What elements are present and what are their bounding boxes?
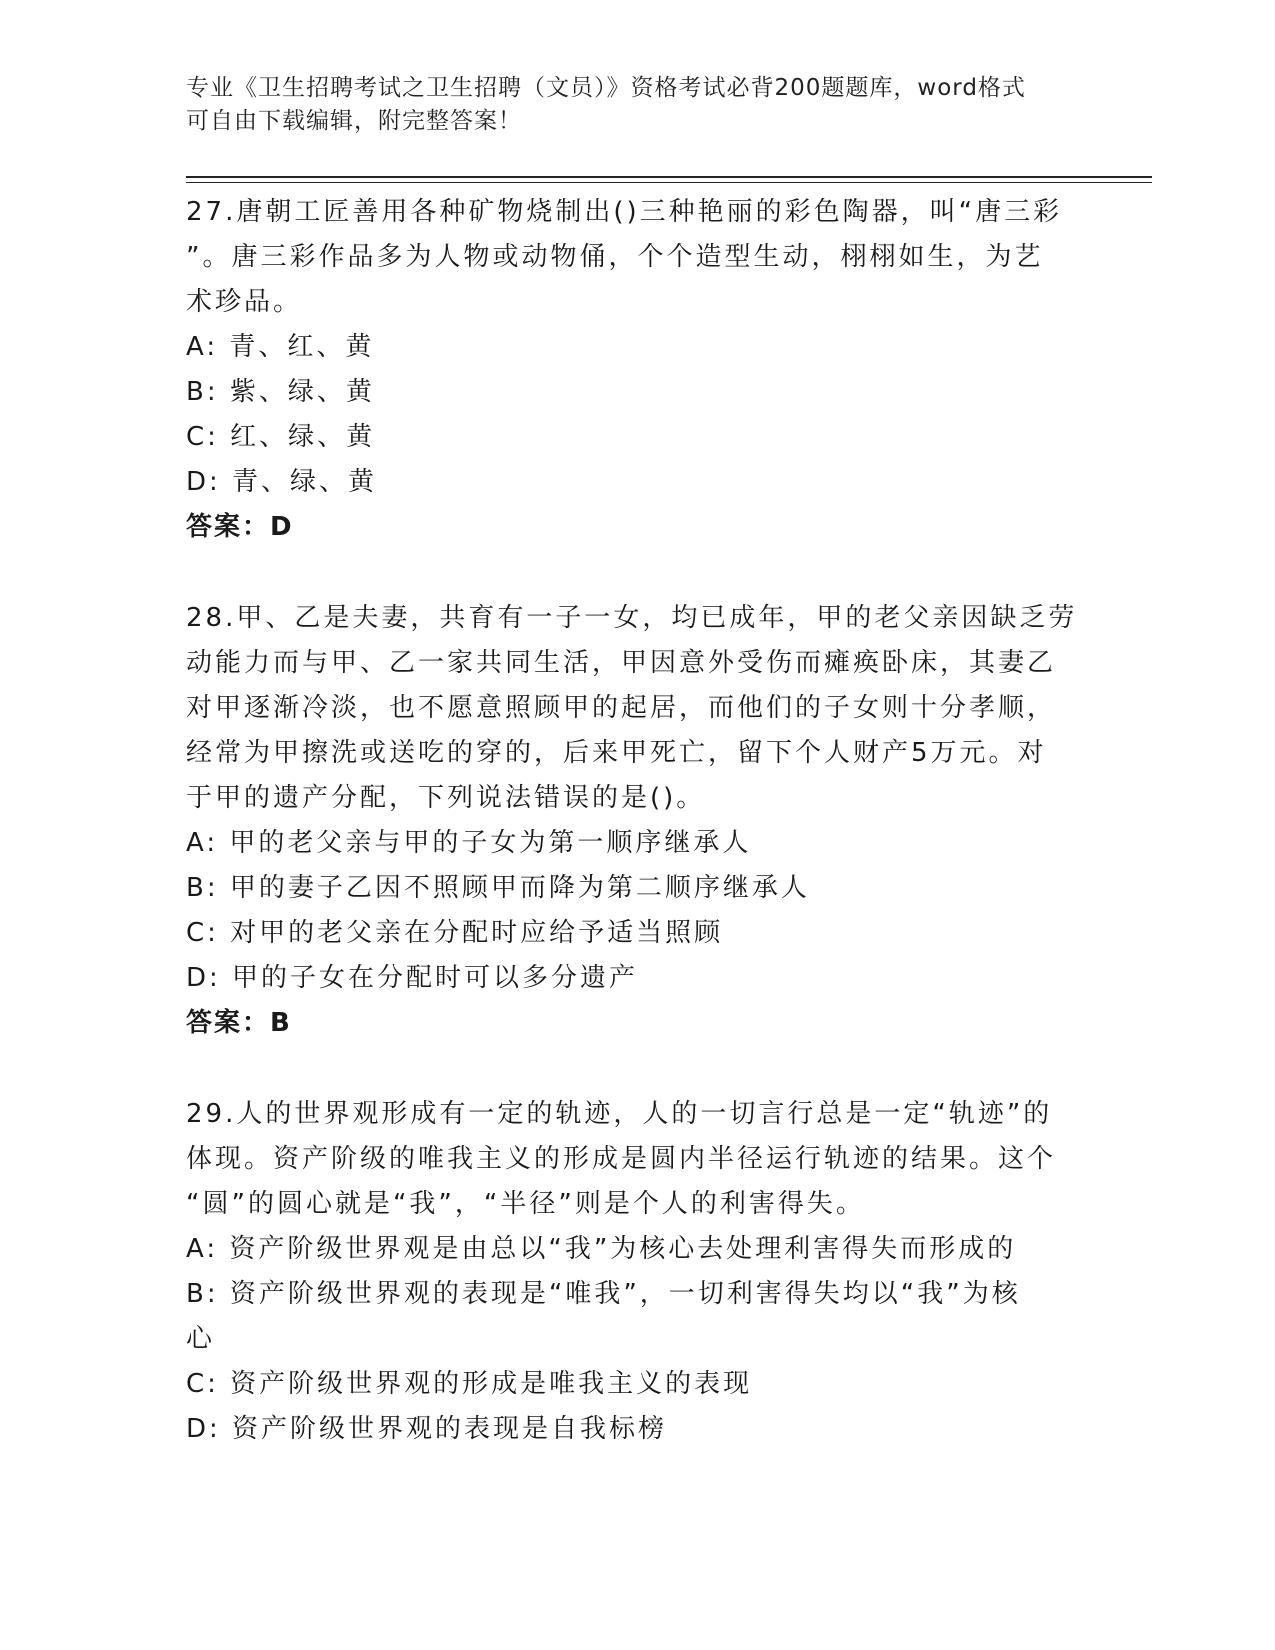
option-c: C: 对甲的老父亲在分配时应给予适当照顾: [186, 918, 724, 948]
option-b: B: 资产阶级世界观的表现是“唯我”，一切利害得失均以“我”为核: [186, 1279, 1021, 1309]
question-spacer: [186, 550, 1086, 596]
stem-line: ”。唐三彩作品多为人物或动物俑，个个造型生动，栩栩如生，为艺: [186, 242, 1044, 272]
option-b: B: 紫、绿、黄: [186, 377, 375, 407]
option-a: A: 青、红、黄: [186, 332, 375, 362]
option-d: D: 青、绿、黄: [186, 467, 378, 497]
option-a: A: 甲的老父亲与甲的子女为第一顺序继承人: [186, 828, 752, 858]
option-d: D: 资产阶级世界观的表现是自我标榜: [186, 1414, 668, 1444]
question-stem: [186, 190, 1086, 325]
option-b-continued: 心: [186, 1324, 216, 1354]
stem-line: 27.唐朝工匠善用各种矿物烧制出()三种艳丽的彩色陶器，叫“唐三彩: [186, 197, 1063, 227]
option-c: C: 红、绿、黄: [186, 422, 376, 452]
document-header: [186, 72, 1086, 138]
stem-line: 对甲逐渐冷淡，也不愿意照顾甲的起居，而他们的子女则十分孝顺，: [186, 693, 1057, 723]
answer-label: 答案：D: [186, 512, 294, 542]
header-divider-thick: [186, 176, 1152, 178]
stem-line: 29.人的世界观形成有一定的轨迹，人的一切言行总是一定“轨迹”的: [186, 1099, 1053, 1129]
stem-line: 术珍品。: [186, 287, 303, 317]
option-c: C: 资产阶级世界观的形成是唯我主义的表现: [186, 1369, 753, 1399]
question-stem: [186, 1092, 1086, 1227]
question-stem: [186, 596, 1086, 821]
option-b: B: 甲的妻子乙因不照顾甲而降为第二顺序继承人: [186, 873, 810, 903]
stem-line: 动能力而与甲、乙一家共同生活，甲因意外受伤而瘫痪卧床，其妻乙: [186, 648, 1057, 678]
stem-line: “圆”的圆心就是“我”，“半径”则是个人的利害得失。: [186, 1189, 865, 1219]
question-spacer: [186, 1046, 1086, 1092]
question-list: [186, 190, 1086, 1452]
stem-line: 体现。资产阶级的唯我主义的形成是圆内半径运行轨迹的结果。这个: [186, 1144, 1057, 1174]
answer-label: 答案：B: [186, 1008, 292, 1038]
stem-line: 经常为甲擦洗或送吃的穿的，后来甲死亡，留下个人财产5万元。对: [186, 738, 1047, 768]
header-line-1: 专业《卫生招聘考试之卫生招聘（文员）》资格考试必背200题题库，word格式: [186, 75, 1026, 101]
question-29: [186, 1092, 1086, 1452]
question-28: [186, 596, 1086, 1046]
question-27: [186, 190, 1086, 550]
option-a: A: 资产阶级世界观是由总以“我”为核心去处理利害得失而形成的: [186, 1234, 1017, 1264]
header-divider-thin: [186, 182, 1152, 183]
stem-line: 28.甲、乙是夫妻，共育有一子一女，均已成年，甲的老父亲因缺乏劳: [186, 603, 1078, 633]
option-d: D: 甲的子女在分配时可以多分遗产: [186, 963, 639, 993]
stem-line: 于甲的遗产分配，下列说法错误的是()。: [186, 783, 706, 813]
header-line-2: 可自由下载编辑，附完整答案！: [186, 108, 522, 134]
